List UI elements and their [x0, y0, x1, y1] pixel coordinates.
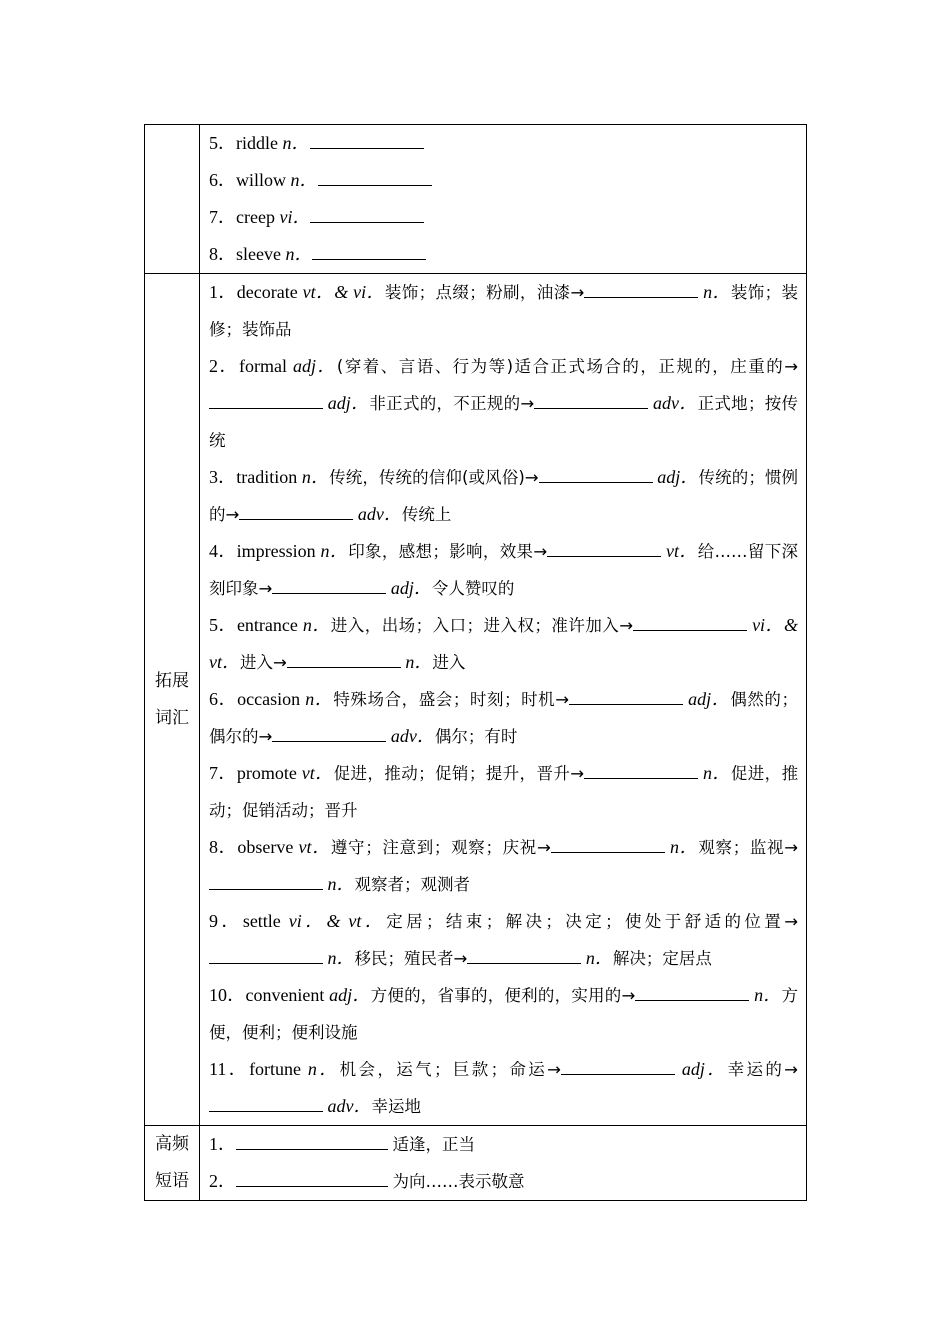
answer-blank[interactable]: [584, 764, 698, 779]
list-item: 8．sleeve n．: [209, 236, 798, 273]
answer-blank[interactable]: [584, 283, 698, 298]
list-item: 11．fortune n．机会，运气；巨款；命运→ adj．幸运的→ adv．幸运地: [209, 1059, 799, 1116]
list-item: 7．creep vi．: [209, 199, 798, 236]
table-row: [145, 1126, 807, 1201]
answer-blank[interactable]: [209, 1097, 323, 1112]
answer-blank[interactable]: [312, 245, 426, 260]
table-row: [145, 274, 807, 1126]
list-item: 3．tradition n．传统，传统的信仰(或风俗)→ adj．传统的；惯例的→ adv．传统上: [209, 467, 799, 524]
table-row: [145, 125, 807, 274]
answer-blank[interactable]: [236, 1135, 388, 1150]
list-item: 8．observe vt．遵守；注意到；观察；庆祝→ n．观察；监视→ n．观察者；观测者: [209, 837, 799, 894]
answer-blank[interactable]: [272, 579, 386, 594]
answer-blank[interactable]: [310, 208, 424, 223]
answer-blank[interactable]: [287, 653, 401, 668]
row-label-extended-vocabulary: 拓展 词汇: [145, 274, 200, 1126]
answer-blank[interactable]: [209, 394, 323, 409]
answer-blank[interactable]: [547, 542, 661, 557]
answer-blank[interactable]: [236, 1172, 388, 1187]
answer-blank[interactable]: [534, 394, 648, 409]
answer-blank[interactable]: [209, 949, 323, 964]
answer-blank[interactable]: [272, 727, 386, 742]
answer-blank[interactable]: [633, 616, 747, 631]
answer-blank[interactable]: [239, 505, 353, 520]
list-item: 1． 适逢，正当: [209, 1134, 475, 1154]
list-item: 10．convenient adj．方便的，省事的，便利的，实用的→ n．方便，便利；便利设施: [209, 985, 799, 1042]
list-item: 2．formal adj．(穿着、言语、行为等)适合正式场合的，正规的，庄重的→ adj．非正式的，不正规的→ adv．正式地；按传统: [209, 356, 799, 450]
answer-blank[interactable]: [467, 949, 581, 964]
row-label-high-frequency-phrases: 高频 短语: [145, 1126, 200, 1201]
answer-blank[interactable]: [561, 1060, 675, 1075]
list-item: 5．entrance n．进入，出场；入口；进入权；准许加入→ vi．& vt．进入→ n．进入: [209, 615, 798, 672]
list-item: 2． 为向……表示敬意: [209, 1171, 525, 1191]
word-list-cell: [200, 125, 807, 274]
row-label-empty: [145, 125, 200, 274]
phrase-list-cell: [200, 1126, 807, 1201]
answer-blank[interactable]: [635, 986, 749, 1001]
list-item: 9．settle vi．& vt．定居；结束；解决；决定；使处于舒适的位置→ n．移民；殖民者→ n．解决；定居点: [209, 911, 799, 968]
list-item: 1．decorate vt．& vi．装饰；点缀；粉刷，油漆→ n．装饰；装修；装饰品: [209, 282, 799, 339]
answer-blank[interactable]: [310, 134, 424, 149]
list-item: 6．occasion n．特殊场合，盛会；时刻；时机→ adj．偶然的；偶尔的→ adv．偶尔；有时: [209, 689, 799, 746]
extended-vocabulary-cell: [200, 274, 807, 1126]
vocabulary-table: [144, 124, 807, 1201]
list-item: 5．riddle n．: [209, 125, 798, 162]
list-item: 4．impression n．印象，感想；影响，效果→ vt．给……留下深刻印象→ adj．令人赞叹的: [209, 541, 799, 598]
answer-blank[interactable]: [318, 171, 432, 186]
answer-blank[interactable]: [551, 838, 665, 853]
answer-blank[interactable]: [209, 875, 323, 890]
answer-blank[interactable]: [539, 468, 653, 483]
list-item: 7．promote vt．促进，推动；促销；提升，晋升→ n．促进，推动；促销活动；晋升: [209, 763, 799, 820]
list-item: 6．willow n．: [209, 162, 798, 199]
answer-blank[interactable]: [569, 690, 683, 705]
